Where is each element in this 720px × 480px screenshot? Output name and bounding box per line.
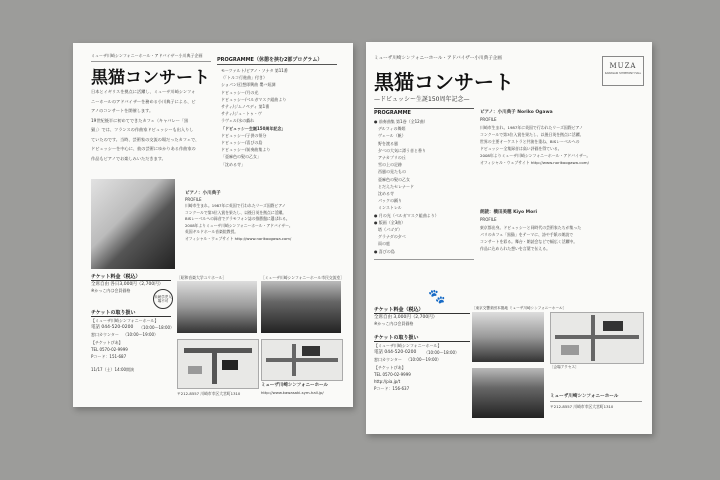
hall-photo-1 — [177, 281, 257, 333]
left-hall-name: 【ミューザ川崎シンフォニーホール】 — [91, 318, 159, 323]
profile-line: BISレーベルへの録音でグラモフォン誌の推薦盤に選ばれる。 — [185, 216, 290, 221]
left-profile-label: PROFILE — [185, 197, 202, 202]
right-venue-caption-2: ［会場アクセス］ — [550, 365, 579, 369]
venue-interior-photo — [472, 368, 544, 418]
program-item: ● 月の光（ベルガマスク組曲より） — [374, 212, 439, 218]
left-pia-heading: 【チケットぴあ】 — [91, 340, 123, 345]
profile-line: オフィシャル・ウェブサイト http://www.norikoogawa.com/ — [185, 235, 292, 241]
right-subtitle: —ドビュッシー生誕150周年記念— — [374, 96, 470, 103]
profile-line: 2008年よりミューザ川崎シンフォニーホール・アドバイザー。 — [185, 222, 293, 228]
left-program-title: PROGRAMME（休憩を挟む2部プログラム） — [217, 57, 323, 63]
program-item: 雪の上の足跡 — [374, 162, 402, 168]
program-item: 野を渡る風 — [374, 140, 398, 146]
program-item: ドビュッシー/子供の領分 — [221, 132, 267, 138]
program-rule-bottom — [374, 259, 474, 260]
left-pia-tel: TEL 0570-02-9999 — [91, 347, 128, 352]
right-tel-hours: （10:00〜18:00） — [424, 350, 460, 355]
program-item: ● 前奏曲集 第1巻（全12曲） — [374, 119, 428, 124]
left-header: ミューザ川崎シンフォニーホール・アドバイザー小川典子企画 — [91, 53, 203, 58]
pianist-portrait — [91, 179, 175, 269]
program-rule — [217, 64, 337, 65]
program-item: ミンストレル — [374, 205, 402, 211]
profile-line: コンクールで第3位入賞を果たし、以後日英を拠点に活躍。 — [185, 209, 286, 215]
left-site: http://www.kawasaki-sym-hall.jp/ — [261, 390, 324, 395]
right-counter-hours: （10:00〜19:00） — [406, 357, 442, 362]
right-guest-heading: 朗読：横田美穂 Kiyo Mori — [480, 210, 538, 215]
program-item: とだえたセレナード — [374, 183, 414, 189]
guest-line: コンサートを彩る。舞台・朗読会などで幅広く活躍中。 — [480, 239, 578, 244]
access-map-drawing — [551, 313, 643, 363]
intro-line: ドビュッシーを中心に、彼の芸術にゆかりある作曲家の — [91, 146, 196, 151]
right-tel: 電話 044-520-0200 — [374, 350, 417, 355]
hall-photo-2 — [261, 281, 341, 333]
program-item: ● 喜びの島 — [374, 248, 395, 254]
program-item: ● 版画（全3曲） — [374, 219, 406, 225]
right-pia-tel: TEL 0570-02-9999 — [374, 372, 411, 377]
left-profile-text — [185, 203, 293, 242]
program-item: 西風の見たもの — [374, 169, 406, 175]
left-map-caption: ミューザ川崎シンフォニーホール — [261, 383, 328, 388]
program-item: ラヴェル/水の戯れ — [221, 118, 255, 124]
right-pia-code: Pコード：156-637 — [374, 386, 410, 391]
right-venue-caption-1: ［東京交響楽団本拠地 ミューザ川崎シンフォニーホール］ — [472, 306, 567, 310]
program-item: ヴェール（帆） — [374, 133, 406, 139]
right-hall-name: 【ミューザ川崎シンフォニーホール】 — [374, 343, 442, 348]
right-title: 黒猫コンサート — [374, 70, 514, 94]
program-item: 「沈める寺」 — [221, 161, 245, 167]
guest-line: パリのカフェ「黒猫」をテーマに、詩や手紙の朗読で — [480, 232, 574, 237]
profile-line: コンクールで第3位入賞を果たし、以後日英を拠点に活躍。 — [480, 132, 584, 137]
guest-line: 作品に込められた想いを言葉で伝える。 — [480, 246, 551, 251]
flyer-right — [366, 42, 652, 434]
program-item: 夕べの大気に漂う音と香り — [374, 147, 426, 153]
left-counter: 窓口カウンター — [91, 332, 119, 337]
venue-access-map — [550, 312, 644, 364]
right-counter: 窓口カウンター — [374, 357, 402, 362]
program-item: 雨の庭 — [374, 241, 390, 247]
intro-line: 作品もピアノでお楽しみいただきます。 — [91, 155, 166, 161]
left-date: 11/17（土）14:00開演 — [91, 367, 135, 372]
left-intro — [91, 87, 199, 163]
program-item: 亜麻色の髪の乙女 — [374, 176, 410, 182]
program-item: アナカプリの丘 — [374, 155, 406, 161]
right-header: ミューザ川崎シンフォニーホール・アドバイザー小川典子企画 — [374, 56, 503, 61]
no-preschool-stamp: 未就学児入場不可 — [153, 289, 173, 309]
profile-line: ドビュッシー全集録音は高い評価を得ている。 — [480, 146, 562, 151]
map-drawing — [178, 340, 258, 388]
program-item: ドビュッシー/前奏曲集より — [221, 147, 271, 153]
guest-line: 東京都出身。ドビュッシーと同時代の芸術家たちが集った — [480, 225, 582, 230]
profile-line: 川崎市生まれ。1987年に英国で行われたリーズ国際ピアノ — [185, 203, 286, 208]
left-ticket-note: ※かっこ内は会員価格 — [91, 288, 131, 293]
intro-line: アノのコンサートを開催します。 — [91, 108, 154, 113]
right-guest-text — [480, 224, 581, 252]
header-rule — [91, 61, 211, 62]
cat-paw-icon: 🐾 — [428, 289, 446, 305]
left-sales-heading: チケットの取り扱い — [91, 309, 171, 317]
intro-line: 19世紀後半に初めてできたカフェ〈キャバレー「黒 — [91, 117, 189, 123]
left-photo-caption-1: ［昭和音楽大学ユリホール］ — [177, 275, 227, 280]
right-profile-text — [480, 124, 590, 166]
intro-line: 日本とイギリスを拠点に活躍し、ミューザ川崎シンフォ — [91, 89, 196, 94]
left-photo-caption-2: ［ミューザ川崎シンフォニーホール市民交流室］ — [261, 275, 345, 280]
venue-exterior-photo — [472, 312, 544, 362]
right-ticket-heading: チケット料金（税込） — [374, 306, 470, 314]
program-item: 塔（パゴダ） — [374, 227, 403, 233]
right-ticket-note: ※かっこ内は会員価格 — [374, 321, 414, 326]
program-item: サティ/ジムノペディ 第1番 — [221, 104, 270, 110]
program-item: ドビュッシー/月の光 — [221, 89, 259, 95]
profile-line: 世界の主要オーケストラと共演を重ね、BISレーベルへの — [480, 139, 580, 144]
left-pia-code: Pコード：151-687 — [91, 354, 127, 359]
left-tel: 電話 044-520-0200 — [91, 325, 134, 330]
intro-line: ニーホールのアドバイザーを務める小川典子による、ピ — [91, 98, 196, 104]
map-drawing-2 — [262, 340, 342, 380]
program-item: パックの踊り — [374, 198, 402, 204]
footer-rule — [550, 401, 642, 402]
profile-line: 川崎市生まれ。1987年に英国で行われたリーズ国際ピアノ — [480, 125, 584, 130]
right-profile-heading: ピアノ：小川典子 Noriko Ogawa — [480, 110, 553, 115]
left-counter-hours: （10:00〜19:00） — [123, 332, 159, 337]
right-pia-site: http://pia.jp/t — [374, 379, 401, 384]
left-footer-note: 〒212-8557 川崎市幸区大宮町1310 — [177, 391, 241, 396]
program-item: 沈める寺 — [374, 191, 394, 197]
right-sales-heading: チケットの取り扱い — [374, 334, 470, 342]
left-tel-hours: （10:00〜18:00） — [139, 325, 175, 330]
program-item: 「亜麻色の髪の乙女」 — [221, 154, 261, 160]
flyer-left — [73, 43, 353, 407]
intro-line: 猫」〉では、フランスの作曲家ドビュッシーも出入りし — [91, 127, 194, 132]
access-map-2 — [261, 339, 343, 381]
program-item: デルフィの舞姫 — [374, 126, 406, 132]
access-map-1 — [177, 339, 259, 389]
left-ticket-price: 全席自由 各日3,000円（2,700円） — [91, 282, 164, 287]
program-item: ショパン/幻想即興曲 嬰ハ短調 — [221, 82, 276, 88]
program-item: グラナダの夕べ — [374, 234, 406, 240]
left-ticket-heading: チケット料金（税込） — [91, 273, 171, 281]
program-rule-top — [374, 108, 474, 109]
right-profile-label: PROFILE — [480, 117, 497, 122]
profile-line: 2008年よりミューザ川崎シンフォニーホール・アドバイザー。 — [480, 153, 591, 158]
muza-logo — [602, 56, 644, 86]
right-ticket-price: 全席自由 3,000円（2,700円） — [374, 315, 438, 320]
logo-sub: KAWASAKI SYMPHONY HALL — [604, 72, 642, 75]
program-item: サティ/ジュ・トゥ・ヴ — [221, 111, 262, 117]
program-item: 「ドビュッシー生誕150周年記念」 — [221, 125, 286, 131]
intro-line: ていたのです。当時、芸術家の交流の場だったカフェで、 — [91, 136, 200, 142]
right-program-title: PROGRAMME — [374, 110, 411, 116]
profile-line: 英国ギルドホール音楽院教授。 — [185, 229, 239, 234]
program-item: ドビュッシー/喜びの島 — [221, 140, 263, 146]
right-guest-label: PROFILE — [480, 217, 497, 222]
right-footer-addr: 〒212-8557 川崎市幸区大宮町1310 — [550, 404, 614, 409]
profile-line: オフィシャル・ウェブサイト http://www.norikoogawa.com/ — [480, 160, 589, 165]
program-item: （「トルコ行進曲」付き） — [221, 75, 267, 81]
logo-name: MUZA — [609, 62, 637, 70]
program-item: ドビュッシー/ベルガマスク組曲より — [221, 96, 287, 102]
left-profile-heading: ピアノ：小川典子 — [185, 191, 221, 196]
left-title: 黒猫コンサート — [91, 68, 210, 88]
right-footer-hall: ミューザ川崎シンフォニーホール — [550, 394, 619, 399]
program-item: モーツァルト/ピアノ・ソナタ 第11番 — [221, 68, 288, 73]
right-program-list — [374, 118, 439, 255]
left-program-list — [221, 67, 288, 168]
right-pia-heading: 【チケットぴあ】 — [374, 365, 406, 370]
